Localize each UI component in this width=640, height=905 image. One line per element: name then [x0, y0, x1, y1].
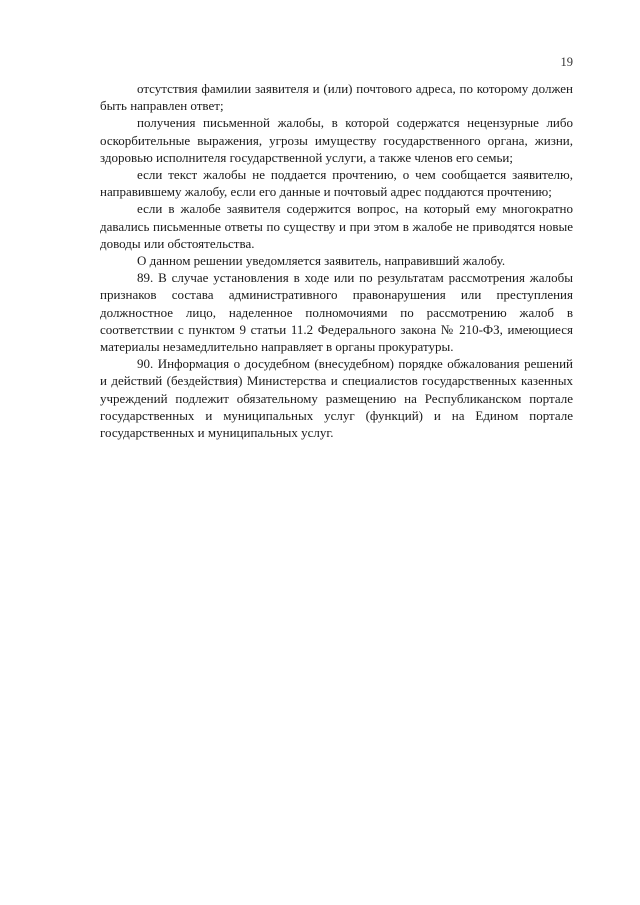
document-body	[100, 80, 573, 441]
paragraph-90: 90. Информация о досудебном (внесудебном) порядке обжалования решений и действий (бездействия) Министерства и специалистов государственных казенных учреждений подлежит обязательному размещению на Республиканском портале государственных и муниципальных услуг (функций) и на Едином портале государственных и муниципальных услуг.	[100, 356, 573, 441]
page-number: 19	[560, 55, 573, 69]
paragraph-obscene-complaint: получения письменной жалобы, в которой содержатся нецензурные либо оскорбительные выражения, угрозы имуществу государственного органа, жизни, здоровью исполнителя государственной услуги, а также членов его семьи;	[100, 115, 573, 165]
paragraph-decision-notice: О данном решении уведомляется заявитель, направивший жалобу.	[137, 253, 506, 269]
paragraph-89: 89. В случае установления в ходе или по результатам рассмотрения жалобы признаков состава административного правонарушения или преступления должностное лицо, наделенное полномочиями по рассмотрению жалоб в соответствии с пунктом 9 статьи 11.2 Федерального закона № 210-ФЗ, имеющиеся материалы незамедлительно направляет в органы прокуратуры.	[100, 270, 573, 355]
paragraph-unreadable-complaint: если текст жалобы не поддается прочтению, о чем сообщается заявителю, направившему жалобу, если его данные и почтовый адрес поддаются прочтению;	[100, 167, 573, 200]
paragraph-repeated-question: если в жалобе заявителя содержится вопрос, на который ему многократно давались письменные ответы по существу и при этом в жалобе не приводятся новые доводы или обстоятельства.	[100, 201, 573, 251]
paragraph-missing-surname: отсутствия фамилии заявителя и (или) почтового адреса, по которому должен быть направлен ответ;	[100, 81, 573, 114]
